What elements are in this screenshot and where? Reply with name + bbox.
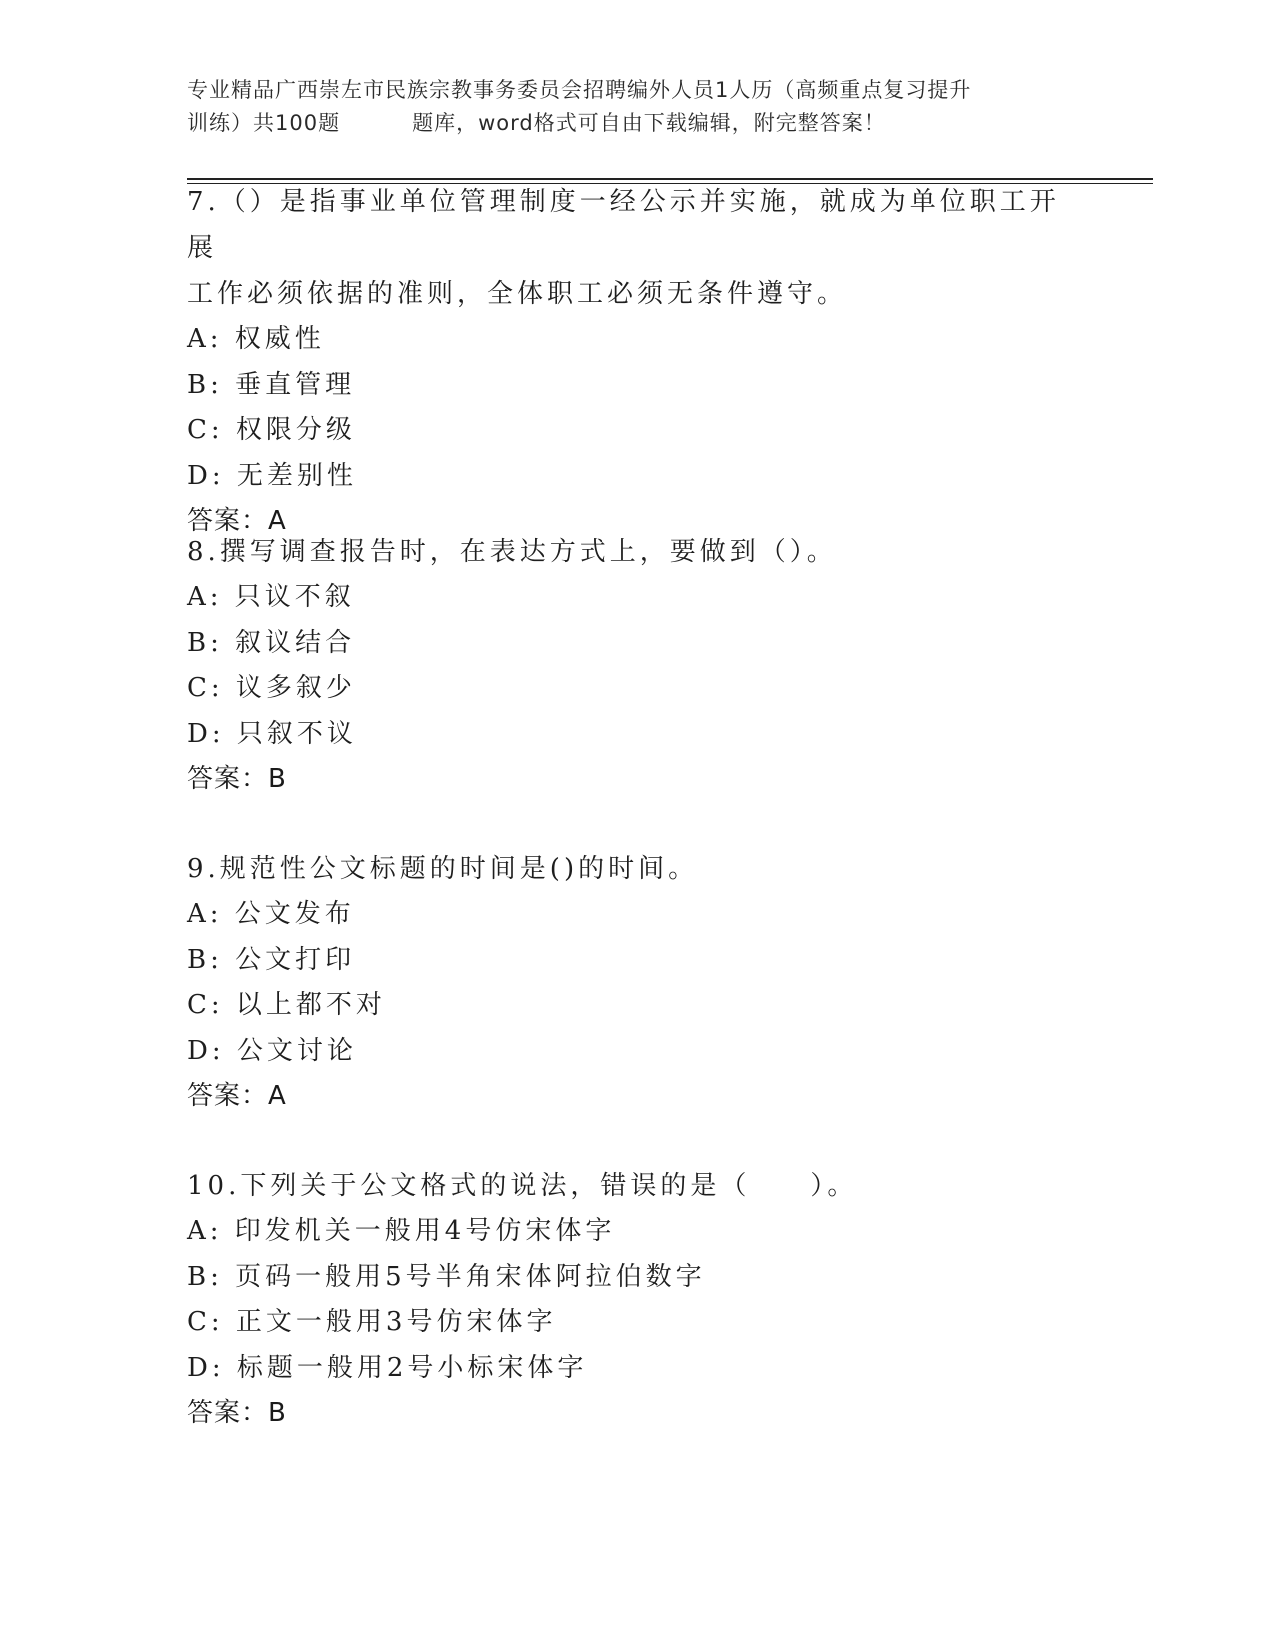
- answer: 答案：A: [187, 1081, 287, 1111]
- document-header: [187, 74, 1087, 140]
- option-d: D: 无差别性: [187, 460, 357, 491]
- option-b: B: 公文打印: [187, 944, 356, 975]
- question-stem: 9.规范性公文标题的时间是()的时间。: [187, 854, 699, 884]
- header-title-line-2-left: 训练）共100题: [187, 111, 341, 135]
- question-stem: 10.下列关于公文格式的说法，错误的是（ ）。: [187, 1171, 858, 1201]
- option-c: C: 议多叙少: [187, 673, 356, 703]
- option-c: C: 正文一般用3号仿宋体字: [187, 1307, 557, 1337]
- header-title-line-2: [187, 107, 1087, 140]
- question-stem: 8.撰写调查报告时，在表达方式上，要做到（）。: [187, 537, 837, 567]
- option-b: B: 页码一般用5号半角宋体阿拉伯数字: [187, 1261, 706, 1292]
- option-a: A: 权威性: [187, 324, 325, 354]
- option-c: C: 权限分级: [187, 415, 356, 445]
- option-a: A: 公文发布: [187, 899, 355, 929]
- option-a: A: 印发机关一般用4号仿宋体字: [187, 1216, 616, 1246]
- option-b: B: 叙议结合: [187, 627, 356, 658]
- answer: 答案：B: [187, 764, 287, 794]
- question-9: [187, 846, 1087, 1120]
- option-d: D: 公文讨论: [187, 1035, 357, 1066]
- header-title-line-1: 专业精品广西崇左市民族宗教事务委员会招聘编外人员1人历（高频重点复习提升: [187, 78, 972, 102]
- question-stem: 7.（）是指事业单位管理制度一经公示并实施，就成为单位职工开展 工作必须依据的准则，全体职工必须无条件遵守。: [187, 187, 1060, 309]
- question-8: [187, 529, 1087, 803]
- question-7: [187, 179, 1087, 545]
- option-b: B: 垂直管理: [187, 369, 356, 400]
- header-title-line-2-right: 题库，word格式可自由下载编辑，附完整答案！: [412, 111, 886, 135]
- option-d: D: 标题一般用2号小标宋体字: [187, 1352, 588, 1383]
- answer: 答案：B: [187, 1398, 287, 1428]
- option-d: D: 只叙不议: [187, 718, 357, 749]
- option-c: C: 以上都不对: [187, 990, 386, 1020]
- option-a: A: 只议不叙: [187, 582, 355, 612]
- answer: 答案：A: [187, 506, 287, 536]
- question-10: [187, 1163, 1087, 1437]
